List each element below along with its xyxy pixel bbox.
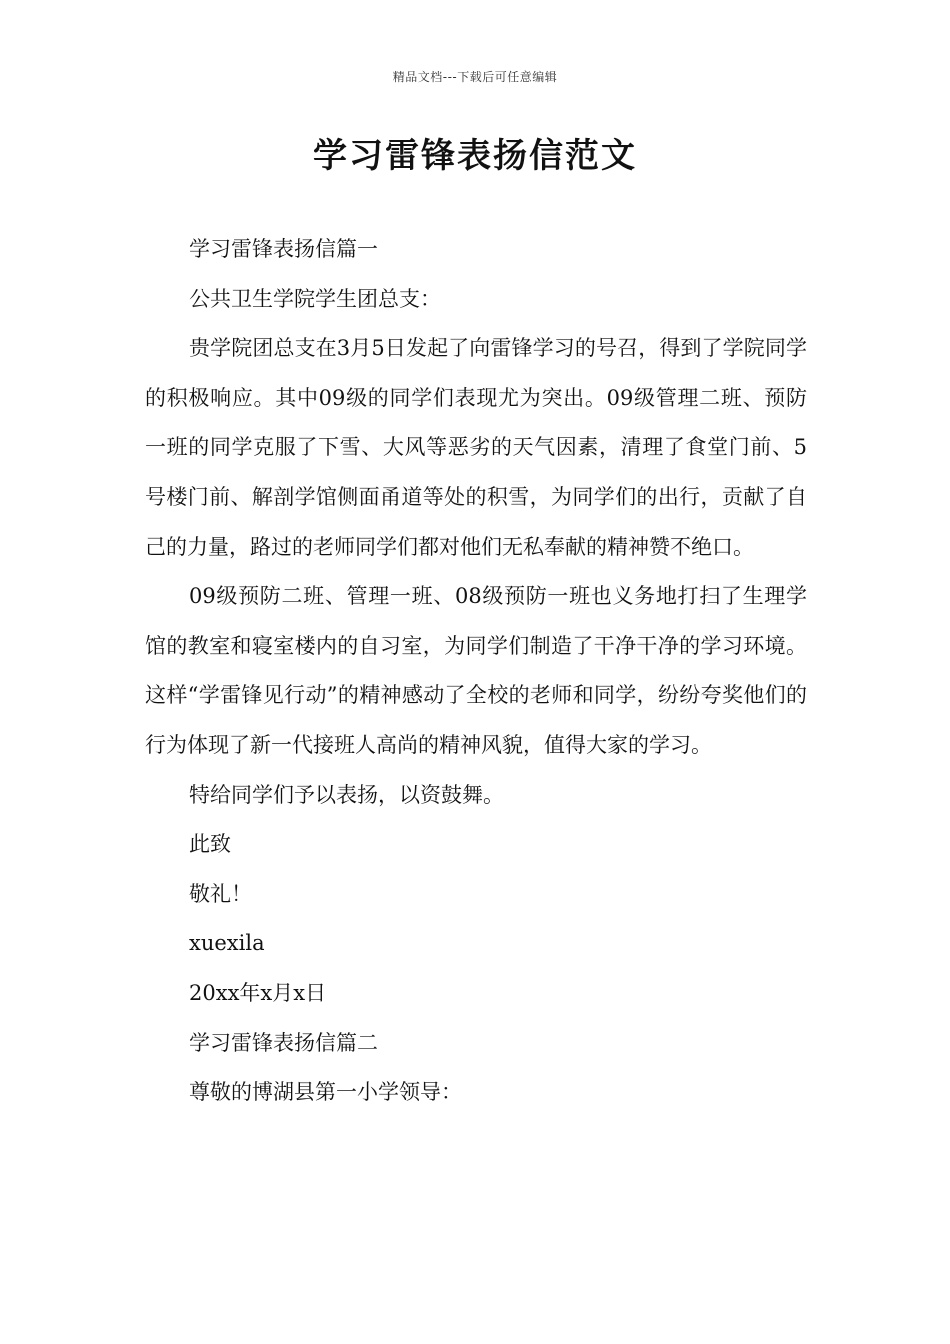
section-heading-two: 学习雷锋表扬信篇二 <box>189 1030 378 1055</box>
signature: xuexila <box>189 931 265 956</box>
header-watermark: 精品文档---下载后可任意编辑 <box>392 70 558 84</box>
section-heading-one: 学习雷锋表扬信篇一 <box>189 237 378 261</box>
closing-greeting: 敬礼！ <box>189 881 252 906</box>
body-paragraph: 贵学院团总支在3月5日发起了向雷锋学习的号召，得到了学院同学的积极响应。其中09级的同学们表现尤为突出。09级管理二班、预防一班的同学克服了下雪、大风等恶劣的天气因素，清理了食堂门前、5号楼门前、解剖学馆侧面甬道等处的积雪，为同学们的出行，贡献了自己的力量，路过的老师同学们都对他们无私奉献的精神赞不绝口。 <box>145 336 807 559</box>
body-paragraph: 特给同学们予以表扬，以资鼓舞。 <box>189 782 504 807</box>
salutation: 尊敬的博湖县第一小学领导： <box>189 1080 462 1105</box>
date-line: 20xx年x月x日 <box>189 980 327 1005</box>
document-title: 学习雷锋表扬信范文 <box>313 136 637 176</box>
body-paragraph: 09级预防二班、管理一班、08级预防一班也义务地打扫了生理学馆的教室和寝室楼内的自习室，为同学们制造了干净干净的学习环境。这样“学雷锋见行动”的精神感动了全校的老师和同学，纷纷夸奖他们的行为体现了新一代接班人高尚的精神风貌，值得大家的学习。 <box>145 584 807 757</box>
document-body <box>145 225 807 1118</box>
closing-line: 此致 <box>189 832 231 857</box>
salutation: 公共卫生学院学生团总支： <box>189 286 441 311</box>
